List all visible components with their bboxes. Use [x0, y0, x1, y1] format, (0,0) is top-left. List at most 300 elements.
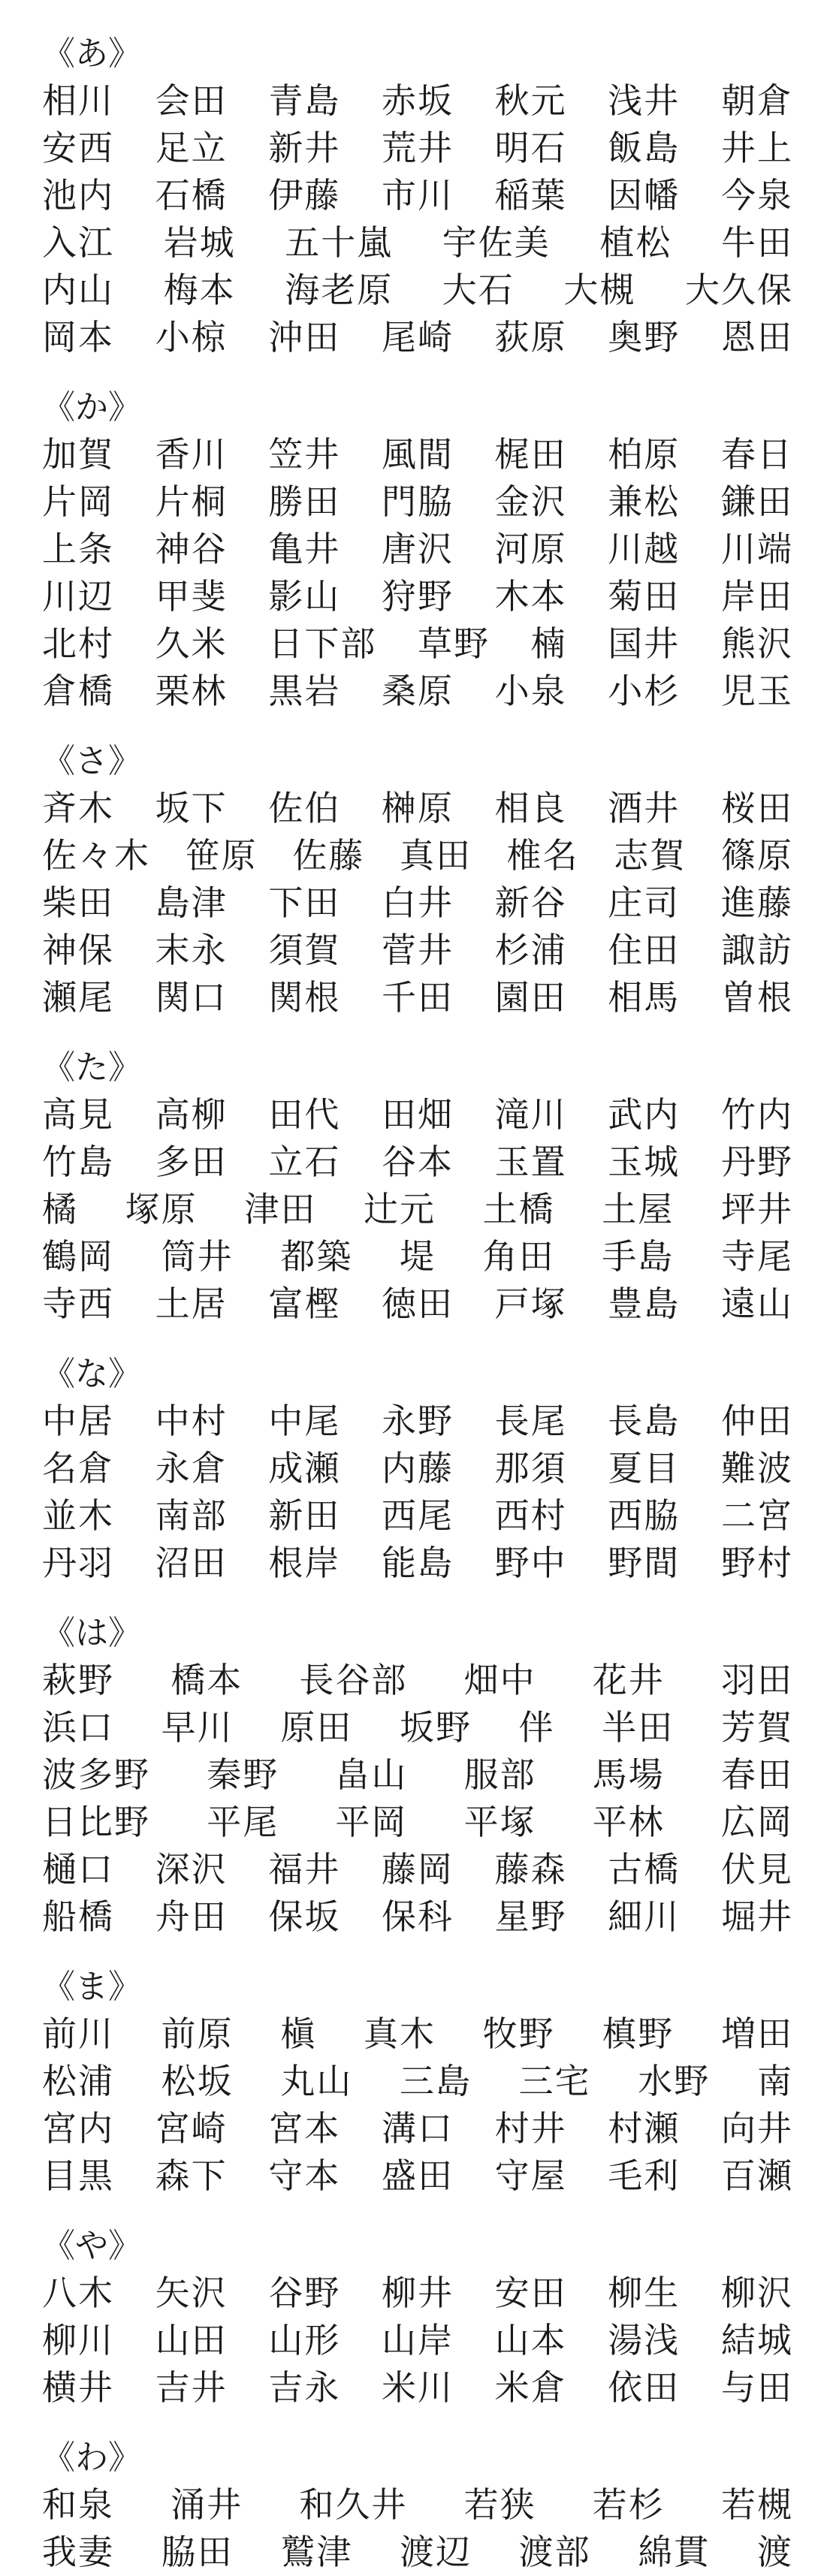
surname: 神保 [42, 930, 114, 970]
name-row [42, 573, 793, 620]
surname: 荻原 [494, 317, 567, 357]
surname: 新井 [268, 128, 341, 168]
surname: 笹原 [185, 835, 258, 876]
surname: 滝川 [494, 1094, 567, 1135]
section-heading: 《わ》 [42, 2439, 141, 2477]
surname: 吉永 [268, 2367, 341, 2408]
surname: 真田 [399, 835, 472, 876]
surname: 赤坂 [381, 80, 454, 121]
surname: 半田 [602, 1707, 675, 1748]
surname: 野間 [608, 1543, 681, 1583]
section-heading: 《か》 [42, 388, 141, 427]
surname: 沖田 [268, 317, 341, 357]
surname: 水野 [638, 2061, 711, 2101]
surname: 平尾 [207, 1802, 279, 1842]
surname: 中居 [42, 1401, 114, 1441]
name-row [42, 620, 793, 668]
surname: 津田 [244, 1189, 317, 1229]
surname: 白井 [381, 882, 454, 923]
surname: 二宮 [720, 1495, 793, 1536]
surname: 鶴岡 [42, 1236, 114, 1277]
surname: 風間 [381, 434, 454, 475]
name-row [42, 1139, 793, 1186]
surname: 西脇 [608, 1495, 681, 1536]
surname: 平林 [592, 1802, 665, 1842]
surname: 八木 [42, 2273, 114, 2313]
surname: 春田 [720, 1754, 793, 1795]
surname: 関根 [268, 977, 341, 1018]
kana-section [42, 30, 793, 361]
surname: 高柳 [155, 1094, 228, 1135]
surname: 下田 [268, 882, 341, 923]
kana-section [42, 2222, 793, 2412]
surname: 五十嵐 [285, 222, 394, 263]
surname: 前川 [42, 2013, 114, 2054]
surname: 佐々木 [42, 835, 150, 876]
surname: 向井 [720, 2108, 793, 2149]
surname: 渡部 [518, 2532, 591, 2572]
surname: 稲葉 [494, 175, 567, 216]
surname: 住田 [608, 930, 681, 970]
surname: 金沢 [494, 481, 567, 522]
name-row [42, 974, 793, 1021]
surname: 花井 [592, 1660, 665, 1700]
surname: 藤森 [494, 1849, 567, 1890]
surname: 影山 [268, 576, 341, 617]
surname: 日下部 [268, 623, 377, 664]
surname: 玉置 [494, 1142, 567, 1182]
name-row [42, 1492, 793, 1540]
surname: 志賀 [614, 835, 687, 876]
surname: 船橋 [42, 1896, 114, 1937]
surname: 星野 [494, 1896, 567, 1937]
surname: 多田 [155, 1142, 228, 1182]
surname: 横井 [42, 2367, 114, 2408]
name-row [42, 267, 793, 314]
surname: 宮本 [268, 2108, 341, 2149]
surname: 宇佐美 [442, 222, 551, 263]
surname: 瀬尾 [42, 977, 114, 1018]
surname: 柳井 [381, 2273, 454, 2313]
surname: 目黒 [42, 2155, 114, 2196]
name-row [42, 785, 793, 832]
surname: 相良 [494, 788, 567, 828]
surname: 梶田 [494, 434, 567, 475]
surname: 南 [756, 2061, 793, 2101]
surname: 槙野 [602, 2013, 675, 2054]
surname: 相川 [42, 80, 114, 121]
surname: 村井 [494, 2108, 567, 2149]
surname: 末永 [155, 930, 228, 970]
surname: 堤 [399, 1236, 436, 1277]
surname: 矢沢 [155, 2273, 228, 2313]
surname: 海老原 [285, 270, 394, 310]
name-row [42, 125, 793, 172]
surname: 吉井 [155, 2367, 228, 2408]
surname: 大槻 [563, 270, 636, 310]
kana-section [42, 1044, 793, 1328]
surname: 倉橋 [42, 671, 114, 711]
surname: 増田 [720, 2013, 793, 2054]
surname: 永野 [381, 1401, 454, 1441]
surname: 諏訪 [720, 930, 793, 970]
surname: 渡辺 [399, 2532, 472, 2572]
surname: 平岡 [335, 1802, 408, 1842]
surname: 浅井 [608, 80, 681, 121]
surname: 真木 [363, 2013, 436, 2054]
surname: 能島 [381, 1543, 454, 1583]
surname: 会田 [155, 80, 228, 121]
surname: 上条 [42, 529, 114, 569]
surname: 山形 [268, 2320, 341, 2360]
surname: 加賀 [42, 434, 114, 475]
surname: 村瀬 [608, 2108, 681, 2149]
surname: 涌井 [171, 2484, 243, 2525]
name-row [42, 1398, 793, 1445]
surname: 楠 [530, 623, 567, 664]
surname: 伴 [518, 1707, 555, 1748]
surname: 市川 [381, 175, 454, 216]
surname: 奥野 [608, 317, 681, 357]
surname: 石橋 [155, 175, 228, 216]
surname: 富樫 [268, 1283, 341, 1324]
surname: 内藤 [381, 1448, 454, 1489]
surname: 新谷 [494, 882, 567, 923]
surname: 中村 [155, 1401, 228, 1441]
kana-section [42, 1963, 793, 2200]
surname: 三宅 [518, 2061, 591, 2101]
name-row [42, 219, 793, 267]
surname: 神谷 [155, 529, 228, 569]
surname: 今泉 [720, 175, 793, 216]
surname: 原田 [280, 1707, 353, 1748]
surname: 寺西 [42, 1283, 114, 1324]
name-row [42, 2529, 793, 2576]
surname: 庄司 [608, 882, 681, 923]
surname: 古橋 [608, 1849, 681, 1890]
surname: 野村 [720, 1543, 793, 1583]
surname: 遠山 [720, 1283, 793, 1324]
surname: 田代 [268, 1094, 341, 1135]
surname: 根岸 [268, 1543, 341, 1583]
surname: 安田 [494, 2273, 567, 2313]
surname: 柳川 [42, 2320, 114, 2360]
surname: 田畑 [381, 1094, 454, 1135]
surname: 亀井 [268, 529, 341, 569]
surname: 小椋 [155, 317, 228, 357]
surname: 毛利 [608, 2155, 681, 2196]
surname: 依田 [608, 2367, 681, 2408]
surname: 細川 [608, 1896, 681, 1937]
surname: 島津 [155, 882, 228, 923]
surname: 鎌田 [720, 481, 793, 522]
surname: 樋口 [42, 1849, 114, 1890]
surname: 長尾 [494, 1401, 567, 1441]
surname: 春日 [720, 434, 793, 475]
surname: 大石 [442, 270, 515, 310]
surname: 榊原 [381, 788, 454, 828]
surname: 牛田 [720, 222, 793, 263]
surname: 国井 [608, 623, 681, 664]
surname: 秋元 [494, 80, 567, 121]
surname: 松浦 [42, 2061, 114, 2101]
name-row [42, 2364, 793, 2412]
surname: 日比野 [42, 1802, 150, 1842]
surname: 米川 [381, 2367, 454, 2408]
surname: 成瀬 [268, 1448, 341, 1489]
surname: 池内 [42, 175, 114, 216]
kana-section [42, 1609, 793, 1941]
name-row [42, 1280, 793, 1328]
surname: 守屋 [494, 2155, 567, 2196]
name-row [42, 1893, 793, 1941]
section-heading: 《な》 [42, 1355, 141, 1393]
surname: 松坂 [161, 2061, 234, 2101]
surname: 杉浦 [494, 930, 567, 970]
surname: 橘 [42, 1189, 78, 1229]
surname: 恩田 [720, 317, 793, 357]
surname: 木本 [494, 576, 567, 617]
name-row [42, 1751, 793, 1799]
surname: 芳賀 [720, 1707, 793, 1748]
surname: 藤岡 [381, 1849, 454, 1890]
surname: 竹島 [42, 1142, 114, 1182]
name-row [42, 2270, 793, 2317]
section-heading: 《あ》 [42, 35, 141, 73]
surname: 戸塚 [494, 1283, 567, 1324]
surname: 畠山 [335, 1754, 408, 1795]
surname: 豊島 [608, 1283, 681, 1324]
surname: 北村 [42, 623, 114, 664]
surname: 入江 [42, 222, 114, 263]
surname: 相馬 [608, 977, 681, 1018]
surname: 馬場 [592, 1754, 665, 1795]
name-row [42, 1657, 793, 1704]
surname: 狩野 [381, 576, 454, 617]
surname: 植松 [599, 222, 672, 263]
surname: 柳生 [608, 2273, 681, 2313]
name-row [42, 2105, 793, 2152]
surname: 我妻 [42, 2532, 114, 2572]
surname: 椎名 [506, 835, 579, 876]
surname: 飯島 [608, 128, 681, 168]
section-heading: 《や》 [42, 2227, 141, 2265]
surname: 森下 [155, 2155, 228, 2196]
surname: 萩野 [42, 1660, 114, 1700]
surname: 畑中 [463, 1660, 536, 1700]
surname: 柳沢 [720, 2273, 793, 2313]
surname: 丸山 [280, 2061, 353, 2101]
surname: 河原 [494, 529, 567, 569]
name-row [42, 1704, 793, 1751]
surname: 西村 [494, 1495, 567, 1536]
section-heading: 《さ》 [42, 742, 141, 780]
section-heading: 《た》 [42, 1048, 141, 1087]
surname: 溝口 [381, 2108, 454, 2149]
name-row [42, 832, 793, 879]
surname: 因幡 [608, 175, 681, 216]
surname: 西尾 [381, 1495, 454, 1536]
surname: 甲斐 [155, 576, 228, 617]
surname: 那須 [494, 1448, 567, 1489]
surname: 守本 [268, 2155, 341, 2196]
name-row [42, 668, 793, 715]
surname: 深沢 [155, 1849, 228, 1890]
surname: 浜口 [42, 1707, 114, 1748]
surname: 脇田 [161, 2532, 234, 2572]
surname: 坂下 [155, 788, 228, 828]
surname: 中尾 [268, 1401, 341, 1441]
kana-section [42, 2434, 793, 2576]
surname: 広岡 [720, 1802, 793, 1842]
surname: 渡 [756, 2532, 793, 2572]
surname: 牧野 [482, 2013, 555, 2054]
surname: 菅井 [381, 930, 454, 970]
surname: 舟田 [155, 1896, 228, 1937]
surname: 篠原 [720, 835, 793, 876]
surname: 谷本 [381, 1142, 454, 1182]
surname: 竹内 [720, 1094, 793, 1135]
name-row [42, 2152, 793, 2200]
surname: 柴田 [42, 882, 114, 923]
surname: 山田 [155, 2320, 228, 2360]
section-heading: 《は》 [42, 1614, 141, 1652]
surname: 仲田 [720, 1401, 793, 1441]
surname: 谷野 [268, 2273, 341, 2313]
surname: 栗林 [155, 671, 228, 711]
name-row [42, 1091, 793, 1139]
surname: 朝倉 [720, 80, 793, 121]
surname: 寺尾 [720, 1236, 793, 1277]
name-row [42, 2481, 793, 2529]
kana-section [42, 1350, 793, 1587]
surname: 内山 [42, 270, 114, 310]
surname: 小杉 [608, 671, 681, 711]
surname: 和泉 [42, 2484, 114, 2525]
surname: 永倉 [155, 1448, 228, 1489]
surname: 手島 [602, 1236, 675, 1277]
name-row [42, 1846, 793, 1893]
surname: 勝田 [268, 481, 341, 522]
name-row [42, 172, 793, 219]
surname: 坂野 [399, 1707, 472, 1748]
surname: 平塚 [463, 1802, 536, 1842]
surname: 香川 [155, 434, 228, 475]
surname: 土橋 [482, 1189, 555, 1229]
surname: 岩城 [163, 222, 236, 263]
surname: 片岡 [42, 481, 114, 522]
surname: 立石 [268, 1142, 341, 1182]
surname: 和久井 [299, 2484, 408, 2525]
surname: 与田 [720, 2367, 793, 2408]
surname: 川越 [608, 529, 681, 569]
surname: 百瀬 [720, 2155, 793, 2196]
surname: 桑原 [381, 671, 454, 711]
surname: 土居 [155, 1283, 228, 1324]
surname: 保坂 [268, 1896, 341, 1937]
surname: 武内 [608, 1094, 681, 1135]
surname: 園田 [494, 977, 567, 1018]
surname: 青島 [268, 80, 341, 121]
name-row [42, 431, 793, 478]
surname: 福井 [268, 1849, 341, 1890]
name-row [42, 526, 793, 573]
surname: 若杉 [592, 2484, 665, 2525]
surname: 熊沢 [720, 623, 793, 664]
surname: 羽田 [720, 1660, 793, 1700]
surname: 児玉 [720, 671, 793, 711]
surname: 片桐 [155, 481, 228, 522]
surname: 大久保 [684, 270, 793, 310]
surname: 長島 [608, 1401, 681, 1441]
surname: 筒井 [161, 1236, 234, 1277]
surname: 桜田 [720, 788, 793, 828]
name-row [42, 2010, 793, 2058]
surname: 岡本 [42, 317, 114, 357]
surname: 関口 [155, 977, 228, 1018]
surname: 岸田 [720, 576, 793, 617]
surname: 都築 [280, 1236, 353, 1277]
surname: 進藤 [720, 882, 793, 923]
surname: 斉木 [42, 788, 114, 828]
surname: 荒井 [381, 128, 454, 168]
surname: 坪井 [720, 1189, 793, 1229]
surname: 結城 [720, 2320, 793, 2360]
surname: 千田 [381, 977, 454, 1018]
surname: 前原 [161, 2013, 234, 2054]
surname: 川辺 [42, 576, 114, 617]
kana-section [42, 384, 793, 715]
surname: 秦野 [207, 1754, 279, 1795]
surname: 川端 [720, 529, 793, 569]
surname: 堀井 [720, 1896, 793, 1937]
surname: 服部 [463, 1754, 536, 1795]
surname: 尾崎 [381, 317, 454, 357]
surname: 門脇 [381, 481, 454, 522]
surname: 菊田 [608, 576, 681, 617]
surname: 波多野 [42, 1754, 150, 1795]
surname: 黒岩 [268, 671, 341, 711]
surname: 名倉 [42, 1448, 114, 1489]
surname-list-page [42, 30, 793, 2576]
surname: 山岸 [381, 2320, 454, 2360]
surname: 梅本 [163, 270, 236, 310]
surname: 須賀 [268, 930, 341, 970]
surname: 安西 [42, 128, 114, 168]
name-row [42, 927, 793, 974]
surname: 足立 [155, 128, 228, 168]
name-row [42, 2058, 793, 2105]
surname: 兼松 [608, 481, 681, 522]
surname: 南部 [155, 1495, 228, 1536]
surname: 若狭 [463, 2484, 536, 2525]
surname: 佐伯 [268, 788, 341, 828]
surname: 保科 [381, 1896, 454, 1937]
surname: 佐藤 [292, 835, 365, 876]
surname: 笠井 [268, 434, 341, 475]
surname: 三島 [399, 2061, 472, 2101]
surname: 曽根 [720, 977, 793, 1018]
surname: 宮内 [42, 2108, 114, 2149]
name-row [42, 314, 793, 361]
surname: 伏見 [720, 1849, 793, 1890]
surname: 草野 [417, 623, 490, 664]
surname: 若槻 [720, 2484, 793, 2525]
surname: 山本 [494, 2320, 567, 2360]
surname: 丹羽 [42, 1543, 114, 1583]
surname: 沼田 [155, 1543, 228, 1583]
kana-section [42, 738, 793, 1021]
